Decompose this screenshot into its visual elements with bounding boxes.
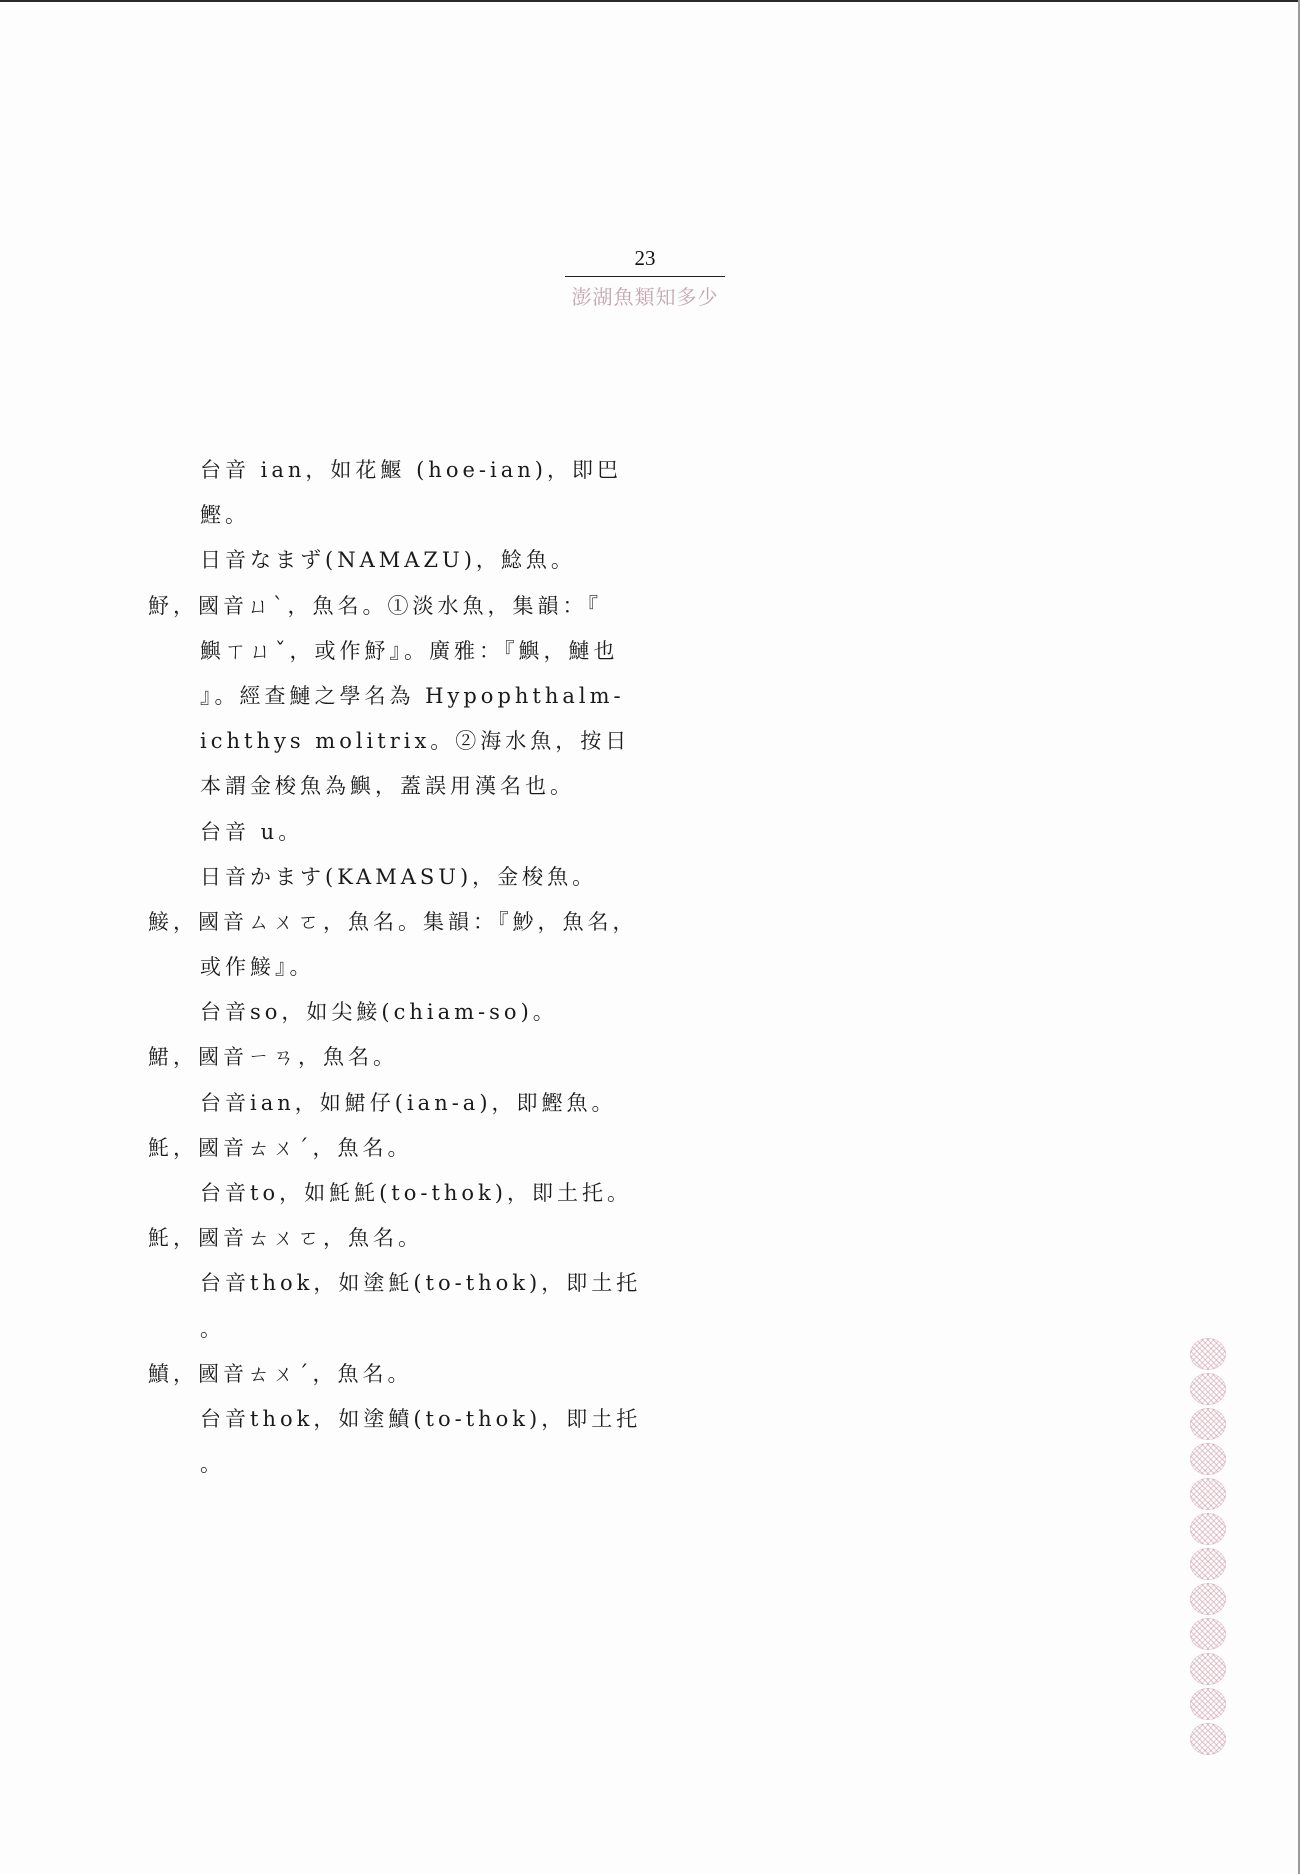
entry-line: 鯜，國音ㄙㄨㄛ，魚名。集韻：『魦，魚名， — [148, 909, 638, 934]
decor-disc — [1190, 1443, 1226, 1475]
decor-disc — [1190, 1373, 1226, 1405]
entry-line: 鱝，國音ㄊㄨˊ，魚名。 — [148, 1361, 413, 1386]
decor-disc — [1190, 1548, 1226, 1580]
decor-disc — [1190, 1618, 1226, 1650]
page-number: 23 — [634, 246, 656, 270]
text-line: 台音thok，如塗魠(to-thok)，即土托 — [200, 1271, 642, 1296]
decor-disc — [1190, 1338, 1226, 1370]
text-line: 或作鯜』。 — [200, 955, 315, 980]
decor-disc — [1190, 1478, 1226, 1510]
text-line: 日音かます(KAMASU)，金梭魚。 — [200, 864, 598, 889]
page-header — [565, 246, 725, 310]
decor-disc — [1190, 1688, 1226, 1720]
text-line: 台音to，如魠魠(to-thok)，即土托。 — [200, 1181, 632, 1205]
page-top-edge — [0, 0, 1300, 2]
text-line: ichthys molitrix。②海水魚，按日 — [200, 729, 631, 754]
entry-line: 魣，國音ㄩˋ，魚名。①淡水魚，集韻：『 — [148, 593, 602, 618]
header-rule — [565, 276, 725, 277]
text-line: 台音so，如尖鯜(chiam-so)。 — [200, 1000, 558, 1025]
decor-disc — [1190, 1653, 1226, 1685]
dictionary-body — [148, 448, 642, 1487]
text-line: 本謂金梭魚為鱮，蓋誤用漢名也。 — [200, 774, 575, 799]
text-line: 台音ian，如鮶仔(ian-a)，即鰹魚。 — [200, 1090, 617, 1115]
decor-disc — [1190, 1723, 1226, 1755]
text-line: 台音 ian，如花鰋 (hoe-ian)，即巴 — [200, 458, 622, 482]
text-line: 鰹。 — [200, 503, 250, 528]
text-line: 鱮ㄒㄩˇ，或作魣』。廣雅：『鱮，鰱也 — [200, 638, 619, 663]
text-line: 台音 u。 — [200, 819, 304, 844]
text-line: 。 — [200, 1316, 225, 1341]
text-line: 。 — [200, 1452, 225, 1477]
text-line: 日音なまず(NAMAZU)，鯰魚。 — [200, 548, 576, 573]
decor-disc — [1190, 1583, 1226, 1615]
entry-line: 鮶，國音ㄧㄢ，魚名。 — [148, 1045, 398, 1070]
decor-disc — [1190, 1408, 1226, 1440]
side-decoration — [1190, 1338, 1226, 1758]
entry-line: 魠，國音ㄊㄨˊ，魚名。 — [148, 1135, 413, 1160]
text-line: 台音thok，如塗鱝(to-thok)，即土托 — [200, 1406, 642, 1431]
decor-disc — [1190, 1513, 1226, 1545]
entry-line: 魠，國音ㄊㄨㄛ，魚名。 — [148, 1226, 423, 1251]
running-title: 澎湖魚類知多少 — [571, 285, 719, 309]
text-line: 』。經查鰱之學名為 Hypophthalm- — [200, 683, 625, 708]
